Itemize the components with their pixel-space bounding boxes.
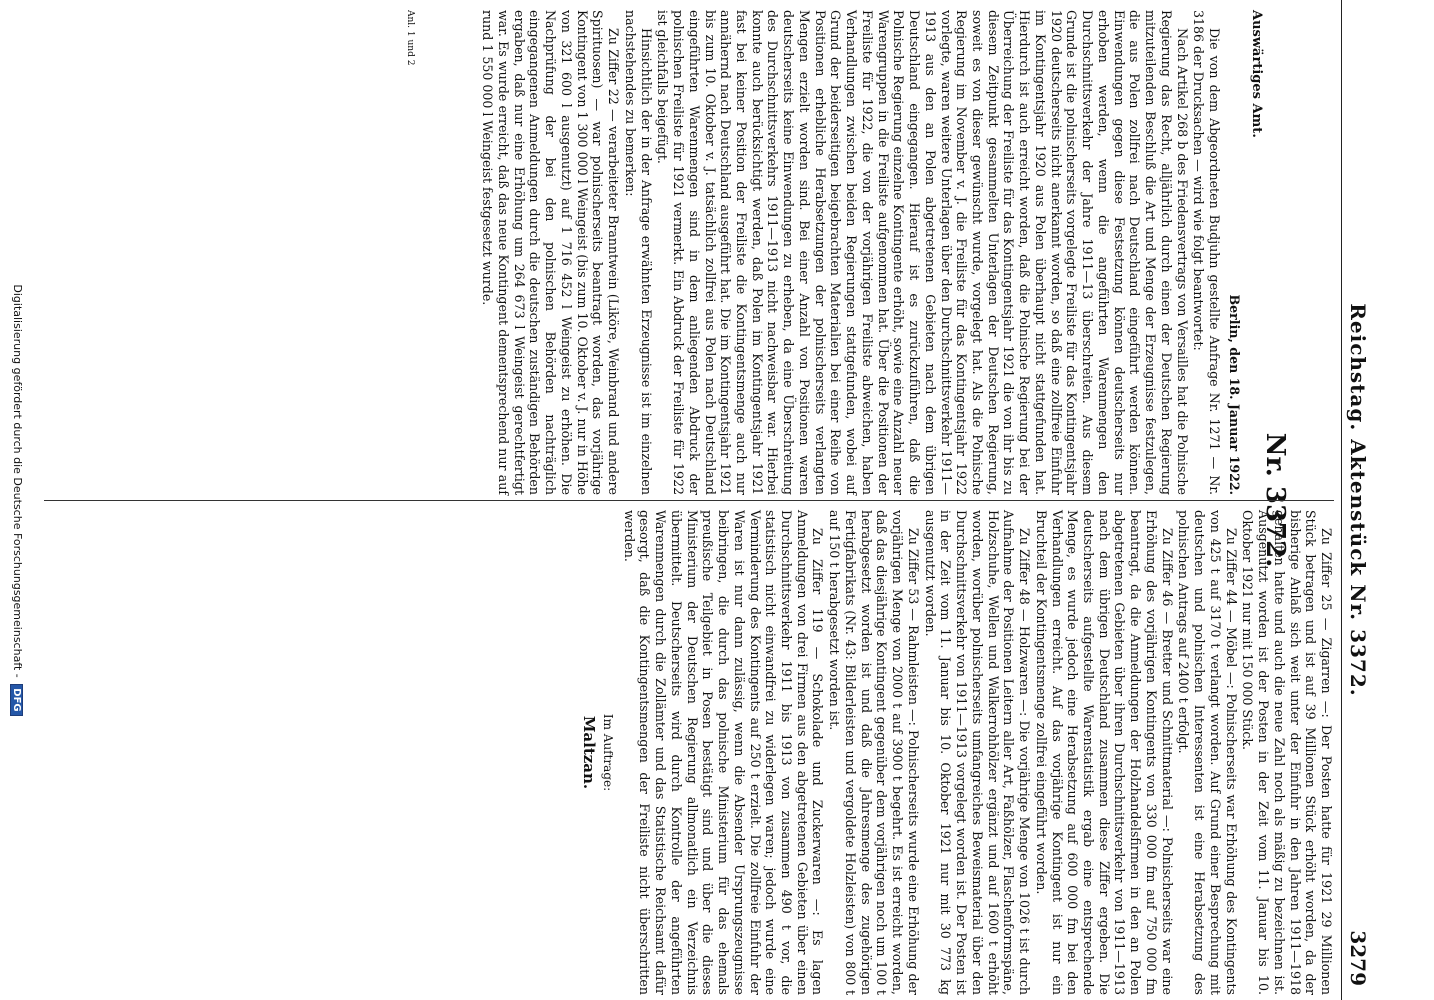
paragraph: Zu Ziffer 22 — verarbeiteter Branntwein (Liköre, Weinbrand und andere Spirituosen) — war polnischerseits beantragt worden, das vorjährige Kontingent von 1 300 000 l Weingeist (bis zum 10. Oktober v. J. nur in Höhe von 321 600 l ausgenutzt) auf 1 716 452 l Weingeist zu erhöhen. Die Nachprüfung der bei den polnischen Behörden nachträglich eingegangenen Anmeldungen durch die deutschen zuständigen Behörden ergaben, daß nur eine Erhöhung um 264 673 l Weingeist gerechtfertigt war. Es wurde erreicht, daß das neue Kontingent dementsprechend nur auf rund 1 550 000 l Weingeist festgesetzt wurde. [480,10,622,495]
page-number: 3279 [1346,930,1370,986]
running-header [1341,0,1376,1000]
section-heading: Auswärtiges Amt. [1249,10,1264,138]
right-column [579,510,1334,995]
running-title: Reichstag. Aktenstück Nr. 3372. [1346,303,1370,697]
paragraph: Hinsichtlich der in der Anfrage erwähnten Erzeugnisse ist im einzelnen nachstehendes zu bemerken: [622,10,654,495]
margin-note: Anl. 1 und 2 [405,10,415,66]
signature-line: Im Auftrage: [600,713,615,792]
paragraph: Zu Ziffer 48 — Holzwaren —: Die vorjährige Menge von 1026 t ist durch Aufnahme der Positionen Leitern aller Art, Faßhölzer, Flaschenformspäne, Holzschuhe, Wellen und Walkerrohhölzer ergänzt und auf 1600 t erhöht worden, worüber polnischerseits umfangreiches Beweismaterial über den Durchschnittsverkehr von 1911—1913 vorgelegt worden ist. Der Posten ist in der Zeit vom 11. Januar bis 10. Oktober 1921 nur mit 30 773 kg ausgenutzt worden. [922,510,1033,995]
paragraph: Zu Ziffer 53 — Rahmleisten —: Polnischerseits wurde eine Erhöhung der vorjährigen Menge von 2000 t auf 3900 t begehrt. Es ist erreicht worden, daß das diesjährige Kontingent gegenüber dem vorjährigen noch um 100 t herabgesetzt worden ist und daß die Jahresmenge des zugehörigen Fertigfabrikats (Nr. 43: Bilderleisten und vergoldete Holzleisten) von 800 t auf 150 t herabgesetzt worden ist. [827,510,921,995]
paragraph: Zu Ziffer 44 — Möbel —: Polnischerseits war Erhöhung des Kontingents von 425 t auf 3170 t verlangt worden. Auf Grund einer Besprechung mit deutschen und polnischen Interessenten ist eine Herabsetzung des polnischen Antrags auf 2400 t erfolgt. [1176,510,1239,995]
paragraph: Nach Artikel 268 b des Friedensvertrags von Versailles hat die Polnische Regierung das Recht, alljährlich durch einen der Deutschen Regierung mitzuteilenden Beschluß die Art und Menge der Erzeugnisse festzulegen, die aus Polen zollfrei nach Deutschland eingeführt werden können. Einwendungen gegen diese Festsetzung können deutscherseits nur erhoben werden, wenn die angeführten Warenmengen den Durchschnittsverkehr der Jahre 1911—13 überschreiten. Aus diesem Grunde ist die polnischerseits vorgelegte Freiliste für das Kontingentsjahr 1920 deutscherseits nicht anerkannt worden, so daß eine zollfreie Einfuhr im Kontingentsjahr 1920 aus Polen überhaupt nicht stattgefunden hat. Hierdurch ist auch erreicht worden, daß die Polnische Regierung bei der Überreichung der Freiliste für das Kontingentsjahr 1921 die von ihr bis zu diesem Zeitpunkt gesammelten Unterlagen der Deutschen Regierung, soweit es von dieser gewünscht wurde, vorgelegt hat. Als die Polnische Regierung im November v. J. die Freiliste für das Kontingentsjahr 1922 vorlegte, waren weitere Unterlagen über den Durchschnittsverkehr 1911—1913 aus den an Polen abgetretenen Gebieten nach dem übrigen Deutschland eingegangen. Hierauf ist es zurückzuführen, daß die Polnische Regierung einzelne Kontingente erhöht, sowie eine Anzahl neuer Warengruppen in die Freiliste aufgenommen hat. Über die Positionen der Freiliste für 1922, die von der vorjährigen Freiliste abweichen, haben Verhandlungen zwischen beiden Regierungen stattgefunden, wobei auf Grund der beiderseitigen beigebrachten Materialien bei einer Reihe von Positionen erhebliche Herabsetzungen der polnischerseits verlangten Mengen erzielt worden sind. Bei einer Anzahl von Positionen waren deutscherseits keine Einwendungen zu erheben, da eine Überschreitung des Durchschnittsverkehrs 1911—1913 nicht nachweisbar war. Hierbei konnte auch berücksichtigt werden, daß Polen im Kontingentsjahr 1921 fast bei keiner Position der Freiliste die Kontingentsmenge auch nur annähernd nach Deutschland ausgeführt hat. Die im Kontingentsjahr 1921 bis zum 10. Oktober v. J. tatsächlich zollfrei aus Polen nach Deutschland eingeführten Warenmengen sind in dem anliegenden Abdruck der polnischen Freiliste für 1921 vermerkt. Ein Abdruck der Freiliste für 1922 ist gleichfalls beigefügt. [655,10,1190,495]
dateline: Berlin, den 18. Januar 1922. [1226,294,1242,495]
signature: Maltzan. [579,715,598,790]
paragraph: Zu Ziffer 119 — Schokolade und Zuckerwaren —: Es lagen Anmeldungen von drei Firmen aus den abgetretenen Gebieten über einen Durchschnittsverkehr 1911 bis 1913 von zusammen 490 t vor, die statistisch nicht einwandfrei zu widerlegen waren; jedoch wurde eine Verminderung des Kontingents auf 250 t erzielt. Die zollfreie Einfuhr der Waren ist nur dann zulässig, wenn die Absender Ursprungszeugnisse beibringen, die durch das polnische Ministerium für das ehemals preußische Teilgebiet in Posen bestätigt sind und über die dieses Ministerium der Deutschen Regierung allmonatlich ein Verzeichnis übermittelt. Deutscherseits wird durch Kontrolle der angeführten Warenmengen durch die Zollämter und das Statistische Reichsamt dafür gesorgt, daß die Kontingentsmengen der Freiliste nicht überschritten werden. [621,510,826,995]
digitization-credit [10,0,24,1000]
paragraph: Zu Ziffer 25 — Zigarren —: Der Posten hatte für 1921 29 Millionen Stück betragen und ist auf 39 Millionen Stück erhöht worden, da der bisherige Anlaß sich weit unter der Einfuhr in den Jahren 1911—1918 gehalten hatte und auch die neue Zahl noch als mäßig zu bezeichnen ist. Ausgenutzt worden ist der Posten in der Zeit vom 11. Januar bis 10. Oktober 1921 nur mit 150 000 Stück. [1240,510,1334,995]
document-number: Nr. 3372. [1260,432,1290,568]
paragraph: Die von dem Abgeordneten Budjuhn gestellte Anfrage Nr. 1271 — Nr. 3186 der Drucksachen — wird wie folgt beantwortet: [1191,10,1223,495]
paragraph: Zu Ziffer 46 — Bretter und Schnittmaterial —: Polnischerseits war eine Erhöhung des vorjährigen Kontingents von 330 000 fm auf 750 000 fm beantragt, da die Anmeldungen der Holzhandelsfirmen in den an Polen abgetretenen Gebieten über ihren Durchschnittsverkehr von 1911—1913 nach dem übrigen Deutschland zusammen diese Ziffer ergeben. Die deutscherseits aufgestellte Warenstatistik ergab eine entsprechende Menge, es wurde jedoch eine Herabsetzung auf 600 000 fm bei den Verhandlungen erreicht. Auf das vorjährige Kontingent ist nur ein Bruchteil der Kontingentsmenge zollfrei eingeführt worden. [1033,510,1175,995]
dfg-logo: DFG [10,684,23,715]
column-divider [44,500,1334,501]
left-column [479,10,1335,495]
credit-text: Digitalisierung gefördert durch die Deutsche Forschungsgemeinschaft - [11,284,24,678]
